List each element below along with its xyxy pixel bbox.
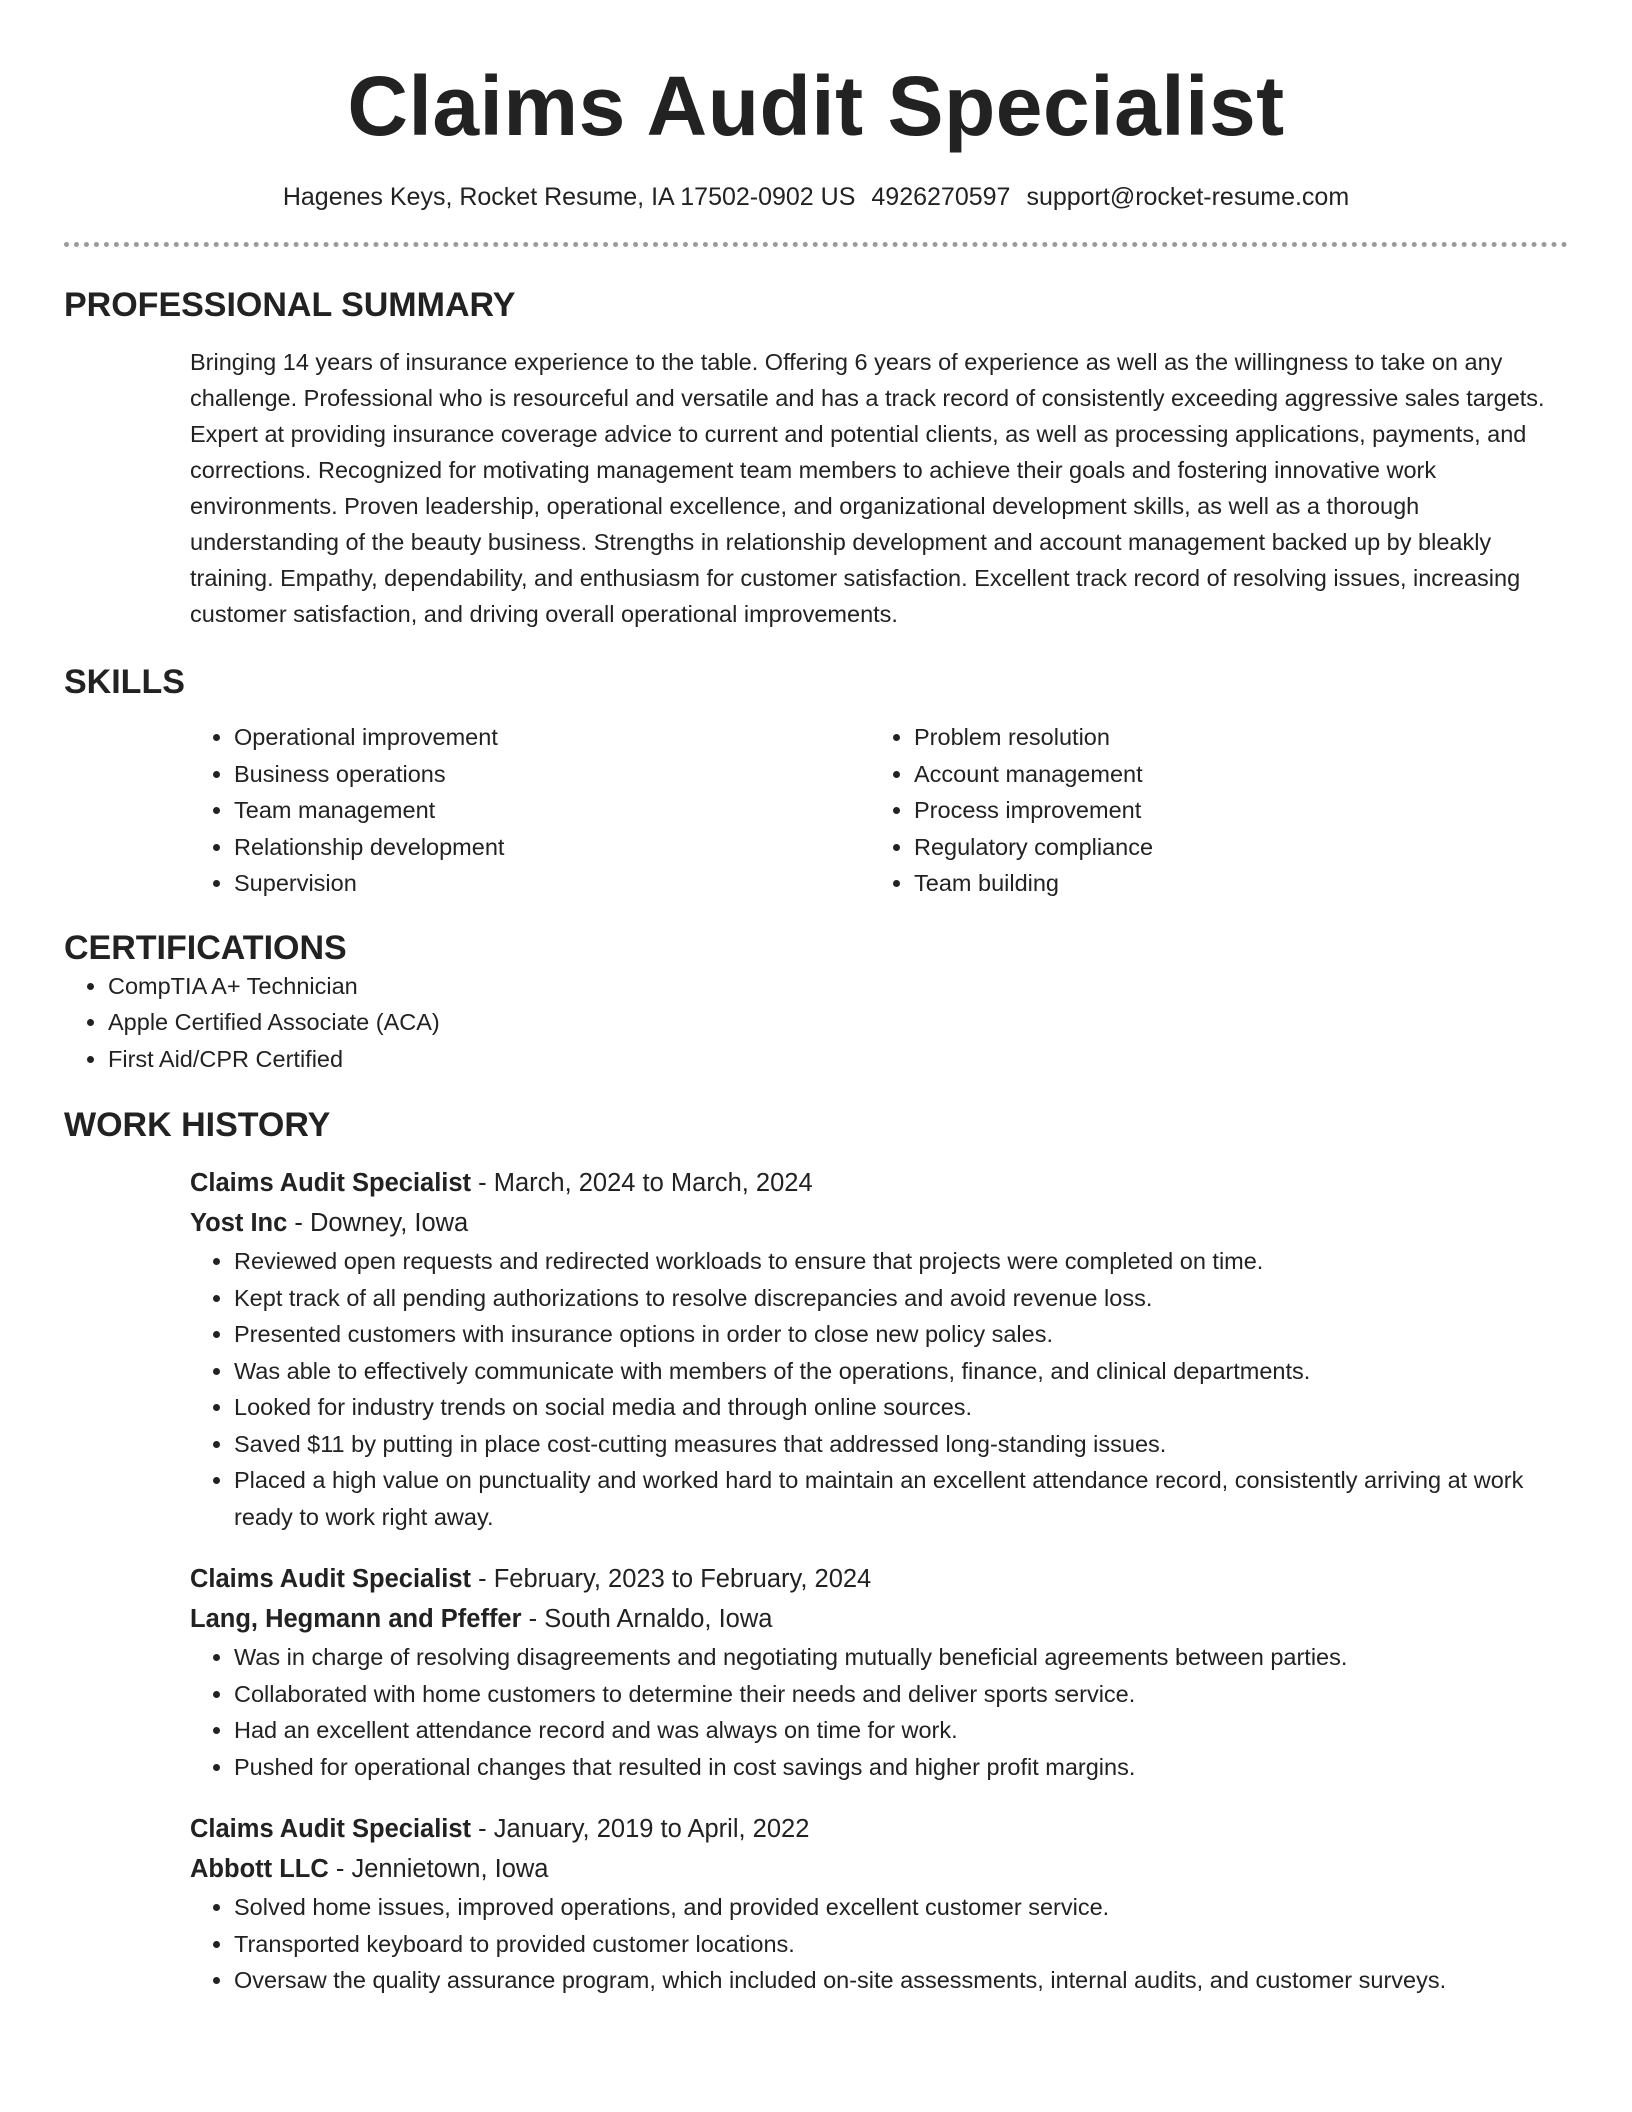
skill-item: • Team management: [234, 792, 870, 829]
job-bullet: • Was able to effectively communicate with members of the operations, finance, and clinical departments.: [234, 1353, 1568, 1390]
skill-item: • Operational improvement: [234, 719, 870, 756]
skill-item: • Regulatory compliance: [914, 829, 1550, 866]
skills-list-left: [190, 719, 870, 902]
job-role-line: [190, 1809, 1568, 1849]
job-dates: - February, 2023 to February, 2024: [471, 1565, 872, 1593]
certification-item: • First Aid/CPR Certified: [108, 1041, 1568, 1078]
header-divider: [64, 242, 1568, 247]
job-bullet: • Presented customers with insurance options in order to close new policy sales.: [234, 1316, 1568, 1353]
work-history-heading: WORK HISTORY: [64, 1106, 331, 1144]
certification-item: • Apple Certified Associate (ACA): [108, 1004, 1568, 1041]
job-company: Abbott LLC: [190, 1855, 329, 1883]
job-bullet: • Kept track of all pending authorizations to resolve discrepancies and avoid revenue loss.: [234, 1280, 1568, 1317]
job-bullet: • Transported keyboard to provided customer locations.: [234, 1926, 1568, 1963]
skill-item: • Process improvement: [914, 792, 1550, 829]
job-role: Claims Audit Specialist: [190, 1815, 472, 1843]
job-location: - Jennietown, Iowa: [328, 1855, 549, 1883]
certifications-list: [64, 968, 1568, 1078]
certification-item: • CompTIA A+ Technician: [108, 968, 1568, 1005]
job-bullet: • Had an excellent attendance record and was always on time for work.: [234, 1712, 1568, 1749]
job-bullet: • Pushed for operational changes that resulted in cost savings and higher profit margins.: [234, 1749, 1568, 1786]
job-bullet: • Reviewed open requests and redirected workloads to ensure that projects were completed on time.: [234, 1243, 1568, 1280]
job-entry: [190, 1809, 1568, 1999]
job-bullet: • Saved $11 by putting in place cost-cutting measures that addressed long-standing issues.: [234, 1426, 1568, 1463]
job-role: Claims Audit Specialist: [190, 1169, 472, 1197]
job-location: - South Arnaldo, Iowa: [521, 1605, 773, 1633]
job-company-line: [190, 1599, 1568, 1639]
job-dates: - March, 2024 to March, 2024: [471, 1169, 813, 1197]
skill-item: • Business operations: [234, 756, 870, 793]
summary-text: Bringing 14 years of insurance experience to the table. Offering 6 years of experience as well as the willingness to take on any challenge. Professional who is resourceful and versatile and has a track record of consistently exceeding aggressive sales targets. Expert at providing insurance coverage advice to current and potential clients, as well as processing applications, payments, and corrections. Recognized for motivating management team members to achieve their goals and fostering innovative work environments. Proven leadership, operational excellence, and organizational development skills, as well as a thorough understanding of the beauty business. Strengths in relationship development and account management backed up by bleakly training. Empathy, dependability, and enthusiasm for customer satisfaction. Excellent track record of resolving issues, increasing customer satisfaction, and driving overall operational improvements.: [190, 349, 1545, 627]
job-role: Claims Audit Specialist: [190, 1565, 472, 1593]
skills-heading: SKILLS: [64, 663, 185, 701]
skills-list-right: [870, 719, 1550, 902]
job-company-line: [190, 1203, 1568, 1243]
summary-heading: PROFESSIONAL SUMMARY: [64, 286, 516, 324]
contact-phone: 4926270597: [871, 183, 1011, 211]
job-company: Yost Inc: [190, 1209, 288, 1237]
skill-item: • Account management: [914, 756, 1550, 793]
job-location: - Downey, Iowa: [287, 1209, 469, 1237]
skill-item: • Relationship development: [234, 829, 870, 866]
candidate-name: Claims Audit Specialist: [347, 59, 1285, 153]
skill-item: • Supervision: [234, 865, 870, 902]
skill-item: • Team building: [914, 865, 1550, 902]
job-entry: [190, 1163, 1568, 1535]
job-bullet: • Solved home issues, improved operations, and provided excellent customer service.: [234, 1889, 1568, 1926]
job-role-line: [190, 1163, 1568, 1203]
job-bullets: [190, 1243, 1568, 1535]
job-bullet: • Collaborated with home customers to determine their needs and deliver sports service.: [234, 1676, 1568, 1713]
contact-email: support@rocket-resume.com: [1026, 183, 1350, 211]
job-bullet: • Oversaw the quality assurance program, which included on-site assessments, internal audits, and customer surveys.: [234, 1962, 1568, 1999]
job-entry: [190, 1559, 1568, 1785]
skills-column-left: [190, 719, 870, 902]
job-bullet: • Was in charge of resolving disagreements and negotiating mutually beneficial agreements between parties.: [234, 1639, 1568, 1676]
job-company-line: [190, 1849, 1568, 1889]
job-dates: - January, 2019 to April, 2022: [471, 1815, 810, 1843]
contact-line: [64, 182, 1568, 212]
job-bullets: [190, 1639, 1568, 1785]
job-bullet: • Placed a high value on punctuality and worked hard to maintain an excellent attendance record, consistently arriving at work ready to work right away.: [234, 1462, 1568, 1535]
skills-grid: [190, 719, 1568, 902]
job-bullet: • Looked for industry trends on social media and through online sources.: [234, 1389, 1568, 1426]
contact-address: Hagenes Keys, Rocket Resume, IA 17502-0902 US: [282, 183, 856, 211]
job-bullets: [190, 1889, 1568, 1999]
skill-item: • Problem resolution: [914, 719, 1550, 756]
certifications-heading: CERTIFICATIONS: [64, 928, 347, 967]
job-role-line: [190, 1559, 1568, 1599]
skills-column-right: [870, 719, 1550, 902]
job-company: Lang, Hegmann and Pfeffer: [190, 1605, 522, 1633]
